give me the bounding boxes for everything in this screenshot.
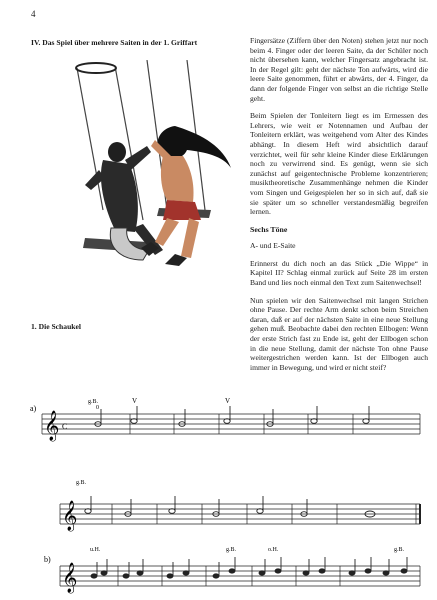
up-bow-mark: V <box>132 397 138 405</box>
staff-1 <box>42 414 420 434</box>
bowing-mark: u.H. <box>90 547 101 553</box>
page-number: 4 <box>31 9 36 19</box>
subheading-six-tones: Sechs Töne <box>250 224 288 234</box>
paragraph-scales: Beim Spielen der Tonleitern liegt es im Ermessen des Lehrers, wie weit er Notennamen und Aufbau der Tonleitern erklärt, was weitgehend vom Alter des Kindes abhängt. In diesem Heft wird absichtlich darauf verzichtet, weil für sehr kleine Kinder diese Erklärungen noch zu verwirrend sind. Es genügt, wenn sie sich zunächst auf geigentechnische Probleme konzentrieren; musiktheoretische Zusammenhänge nehmen die Kinder vom Singen und Geigespielen her so in sich auf, daß sie sie später um so schneller verstandesmäßig begreifen lernen. <box>250 111 428 217</box>
staff-2 <box>60 504 420 524</box>
treble-clef-icon: 𝄞 <box>62 563 78 592</box>
bowing-mark: g.B. <box>88 399 99 405</box>
section-title: IV. Das Spiel über mehrere Saiten in der 1. Griffart <box>31 38 198 47</box>
bowing-mark: g.B. <box>226 547 237 553</box>
paragraph-fingering: Fingersätze (Ziffern über den Noten) stehen jetzt nur noch beim 4. Finger oder der leeren Saite, da der Schüler noch nicht übersehen kann, welcher Fingersatz angebracht ist. In der Regel gilt: geht der nächste Ton aufwärts, wird die leere Saite genommen, führt er abwärts, der 4. Finger, da dann der folgende Finger von selbst an die richtige Stelle geht. <box>250 36 428 103</box>
up-bow-mark: V <box>225 397 231 405</box>
paragraph-die-wippe: Erinnerst du dich noch an das Stück „Die Wippe“ in Kapitel II? Schlag einmal zurück auf Seite 28 im ersten Band und lies noch einmal den Text zum Saitenwechsel! <box>250 258 428 288</box>
treble-clef-icon: 𝄞 <box>44 411 60 440</box>
subheading-strings: A- und E-Saite <box>250 241 296 251</box>
time-signature-c: C <box>62 422 68 431</box>
fingering-open: 0 <box>96 405 99 411</box>
bowing-mark: g.B. <box>76 480 87 486</box>
staff-3-notes <box>91 557 407 578</box>
staff-1-notes <box>95 406 369 426</box>
row-a-label: a) <box>30 404 37 413</box>
paragraph-string-change: Nun spielen wir den Saitenwechsel mit langen Strichen ohne Pause. Der rechte Arm denkt schon beim Streichen daran, daß er auf der nächsten Saite in eine neue Stellung gehen muß. Beobachte dabei den rechten Ellbogen: Wenn der erste Strich fast zu Ende ist, geht der Ellbogen schon in die neue Stellung, damit der nächste Ton ohne Pause weitergestrichen werden kann. Ist der Ellbogen auch immer in Bewegung, und wird er nicht steif? <box>250 295 428 372</box>
row-b-label: b) <box>44 555 51 564</box>
bowing-mark: o.H. <box>268 547 279 553</box>
bowing-mark: g.B. <box>394 547 405 553</box>
piece-caption: 1. Die Schaukel <box>31 322 81 331</box>
treble-clef-icon: 𝄞 <box>62 501 78 530</box>
